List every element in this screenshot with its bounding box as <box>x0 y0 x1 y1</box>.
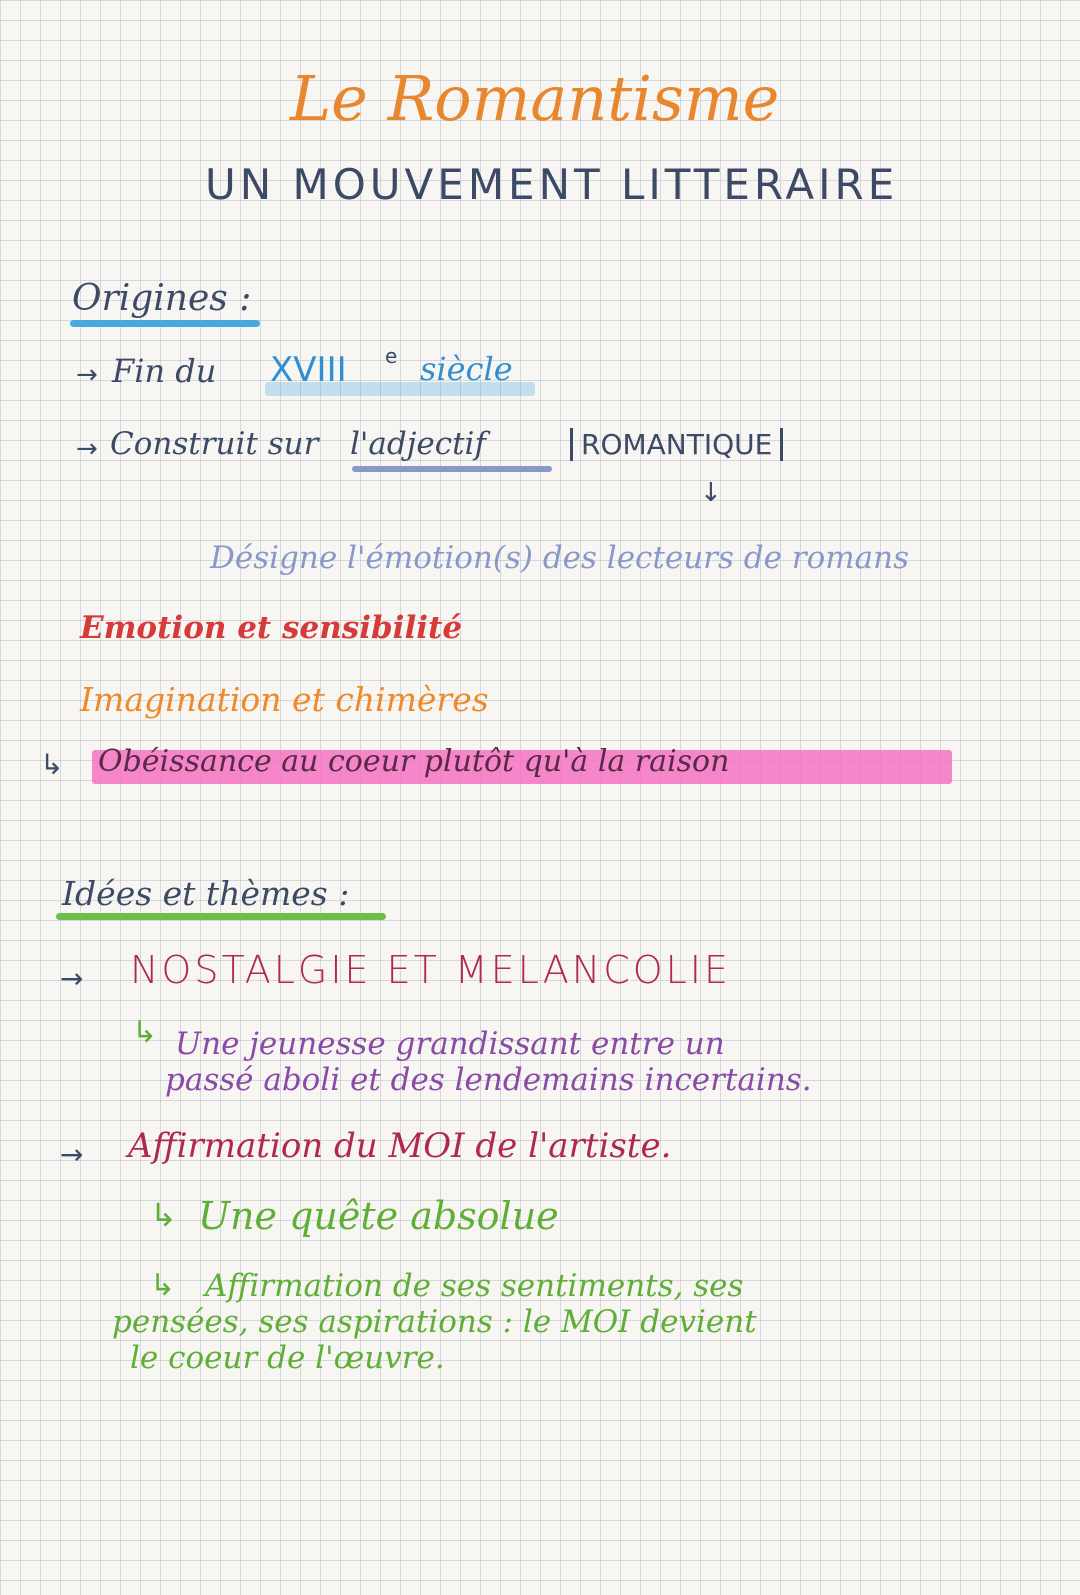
obeissance-line: Obéissance au coeur plutôt qu'à la raison <box>98 744 730 779</box>
idees-underline <box>56 913 386 920</box>
affirmation-sentiments-line-2: pensées, ses aspirations : le MOI devient <box>112 1304 757 1340</box>
idees-heading: Idées et thèmes : <box>62 874 350 913</box>
imagination-line: Imagination et chimères <box>80 680 489 719</box>
origines-heading: Origines : <box>72 278 252 319</box>
origines-line2-word: l'adjectif <box>350 426 486 462</box>
page-title: Le Romantisme <box>290 62 780 135</box>
origines-century: XVIII <box>270 350 347 390</box>
origines-line1-prefix: Fin du <box>112 352 217 390</box>
affirmation-sentiments-line-3: le coeur de l'œuvre. <box>130 1340 445 1376</box>
nostalgie-line: NOSTALGIE ET MELANCOLIE <box>130 948 732 992</box>
return-arrow-icon: ↳ <box>150 1268 176 1303</box>
arrow-icon: → <box>60 962 84 995</box>
jeunesse-line-2: passé aboli et des lendemains incertains. <box>165 1062 812 1098</box>
down-arrow-icon: ↓ <box>700 478 722 508</box>
affirmation-moi-line: Affirmation du MOI de l'artiste. <box>128 1126 672 1166</box>
adjectif-underline <box>352 466 552 472</box>
return-arrow-icon: ↳ <box>150 1196 177 1234</box>
origines-line2-prefix: Construit sur <box>110 426 319 462</box>
designe-line: Désigne l'émotion(s) des lecteurs de romans <box>210 540 910 576</box>
jeunesse-line-1: Une jeunesse grandissant entre un <box>175 1026 725 1062</box>
emotion-line: Emotion et sensibilité <box>80 610 463 646</box>
origines-century-sup: e <box>385 344 398 368</box>
arrow-icon: → <box>60 1138 84 1171</box>
page-subtitle: UN MOUVEMENT LITTERAIRE <box>205 160 899 209</box>
arrow-icon: → <box>76 360 98 390</box>
arrow-icon: → <box>76 434 98 464</box>
quete-line: Une quête absolue <box>198 1194 559 1238</box>
origines-line1-suffix: siècle <box>420 350 513 388</box>
affirmation-sentiments-line-1: Affirmation de ses sentiments, ses <box>205 1268 744 1304</box>
origines-underline <box>70 320 260 327</box>
return-arrow-icon: ↳ <box>132 1015 158 1050</box>
return-arrow-icon: ↳ <box>40 748 64 781</box>
romantique-box: ROMANTIQUE <box>570 428 783 461</box>
